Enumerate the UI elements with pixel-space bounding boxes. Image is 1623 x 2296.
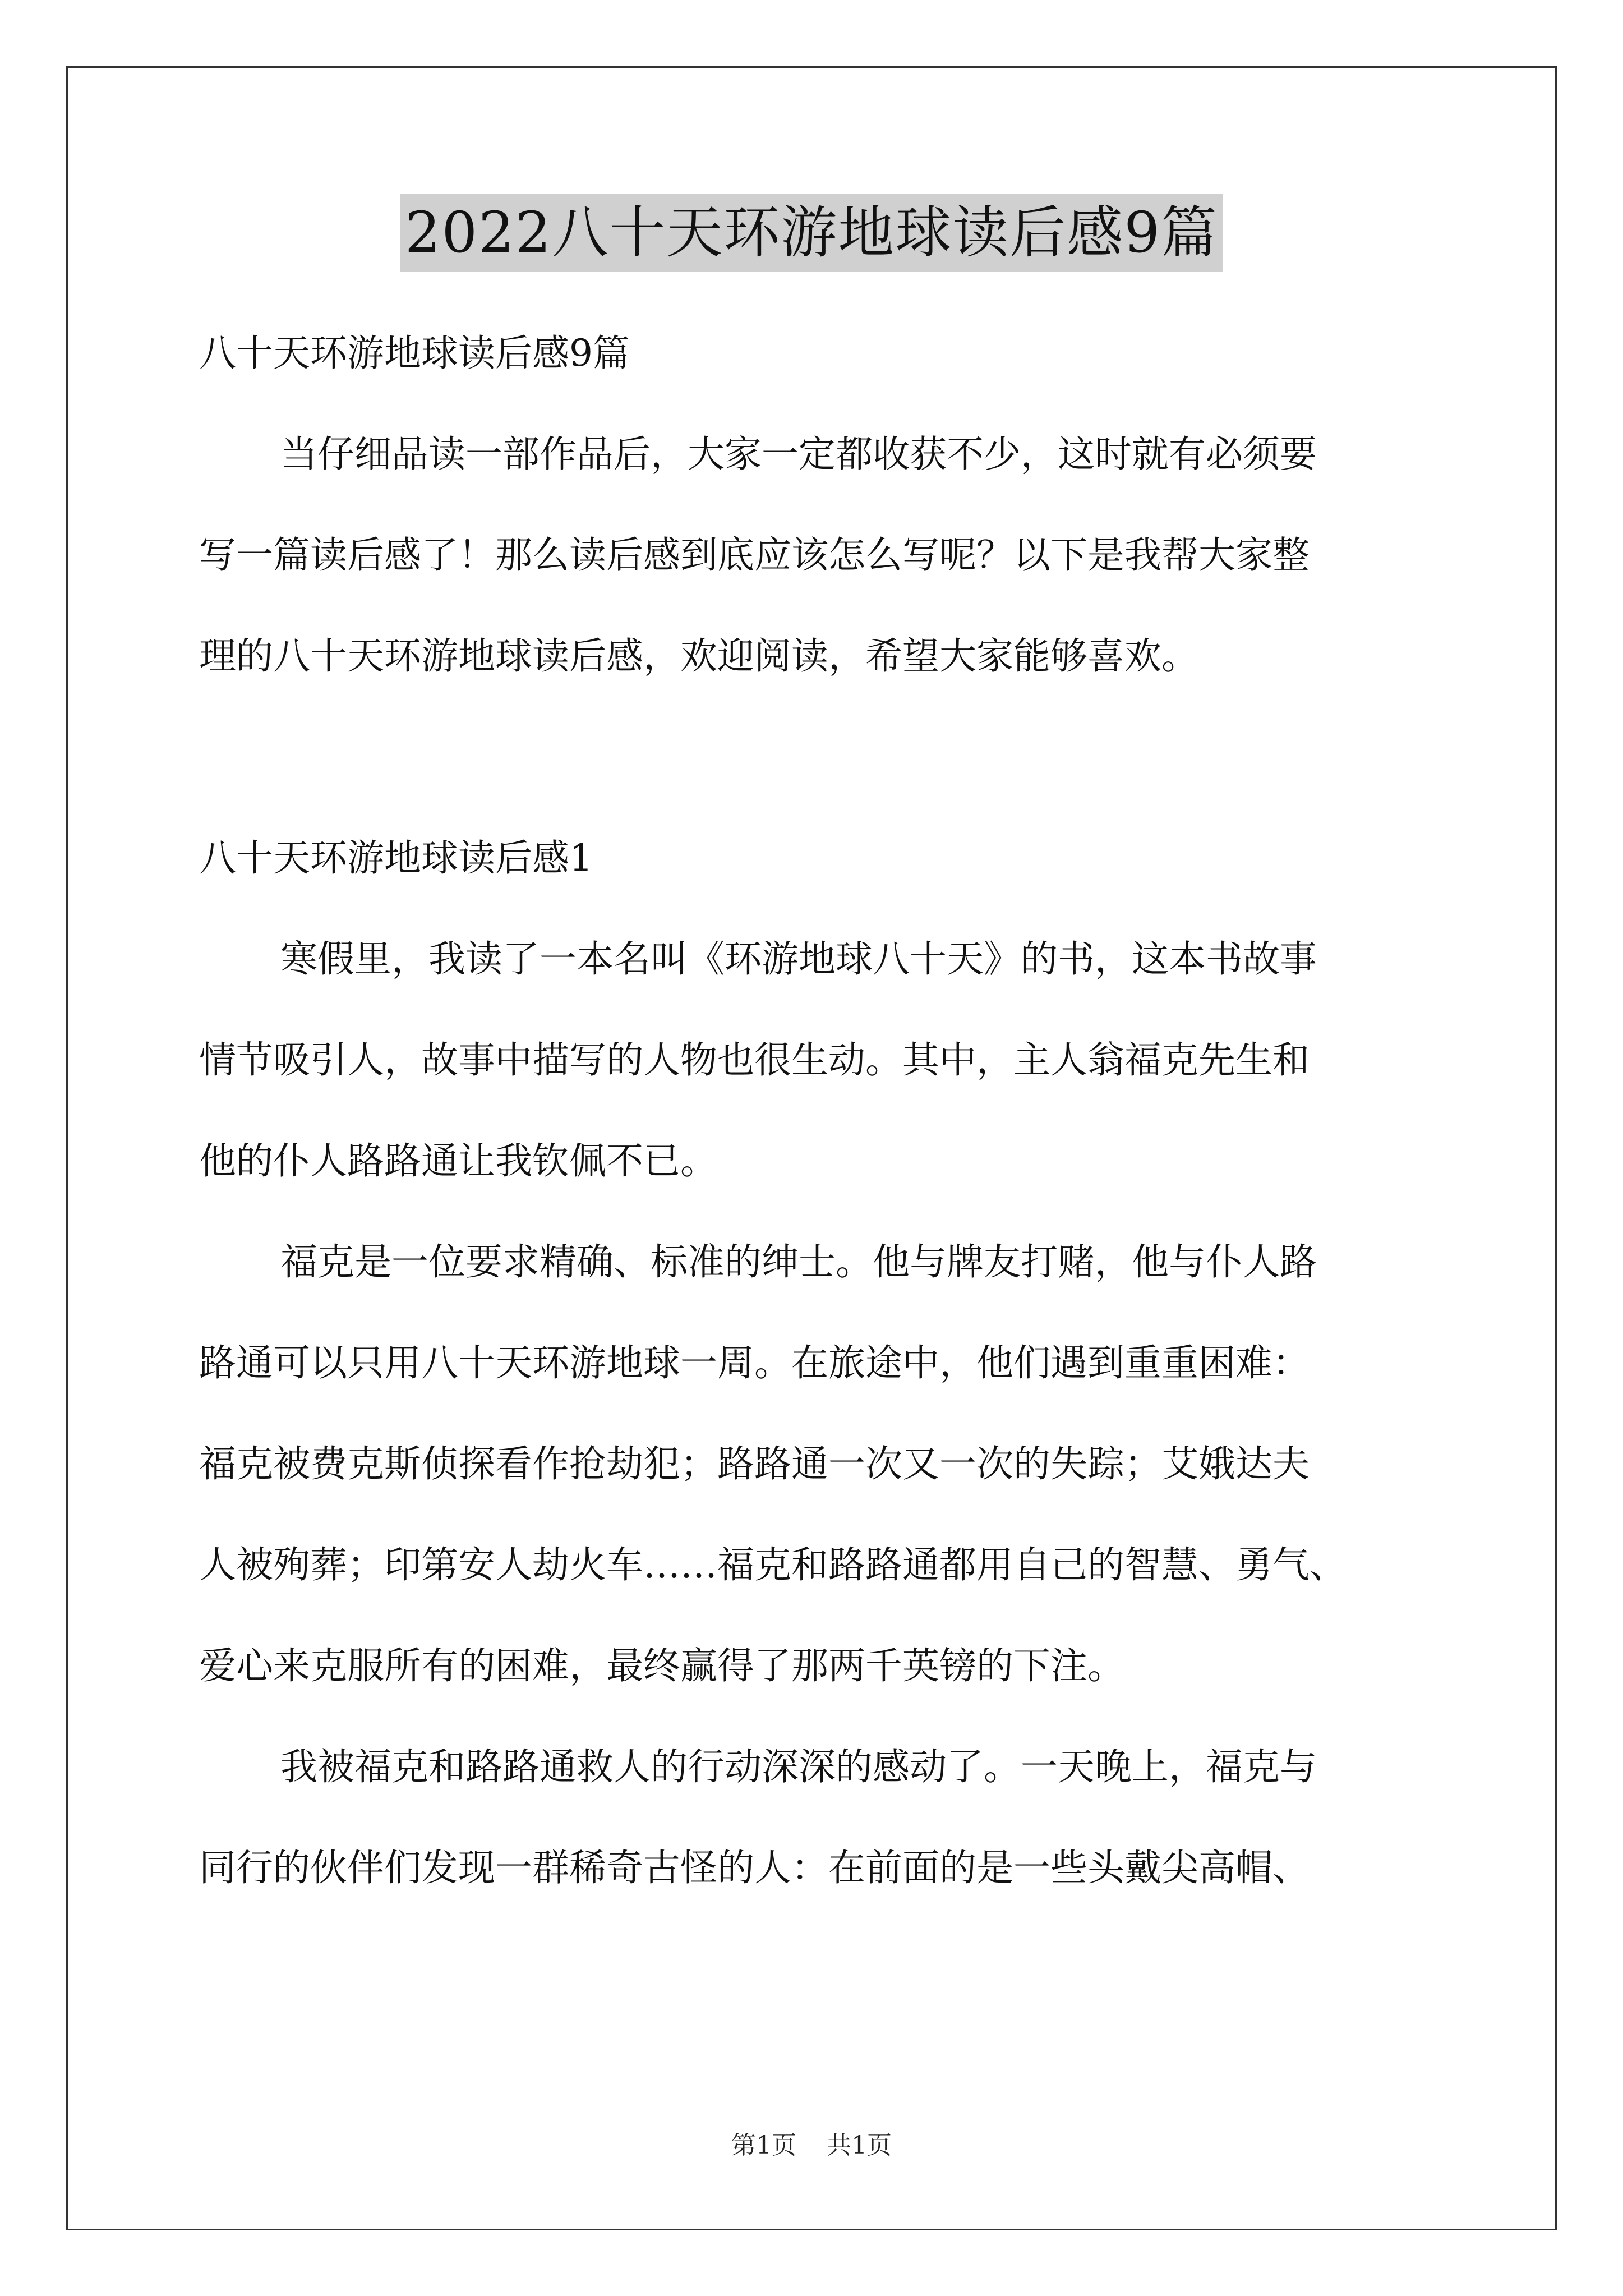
text-line: 同行的伙伴们发现一群稀奇古怪的人：在前面的是一些头戴尖高帽、 bbox=[199, 1846, 1310, 1889]
text-line: 福克被费克斯侦探看作抢劫犯；路路通一次又一次的失踪；艾娥达夫 bbox=[199, 1442, 1310, 1485]
text-line: 他的仆人路路通让我钦佩不已。 bbox=[199, 1139, 717, 1182]
page-footer bbox=[0, 2129, 1623, 2162]
body-paragraph-1 bbox=[199, 909, 1455, 1212]
text-line: 福克是一位要求精确、标准的绅士。他与牌友打赌，他与仆人路 bbox=[280, 1240, 1317, 1283]
page-total: 共1页 bbox=[827, 2131, 892, 2160]
text-line: 写一篇读后感了！那么读后感到底应该怎么写呢？以下是我帮大家整 bbox=[199, 533, 1310, 577]
title-container bbox=[0, 194, 1623, 272]
text-line: 情节吸引人，故事中描写的人物也很生动。其中，主人翁福克先生和 bbox=[199, 1038, 1310, 1082]
document-title: 2022八十天环游地球读后感9篇 bbox=[400, 194, 1223, 272]
text-line: 当仔细品读一部作品后，大家一定都收获不少，这时就有必须要 bbox=[280, 432, 1317, 476]
section-heading: 八十天环游地球读后感1 bbox=[199, 836, 593, 880]
text-line: 爱心来克服所有的困难，最终赢得了那两千英镑的下注。 bbox=[199, 1644, 1124, 1687]
intro-paragraph bbox=[199, 404, 1455, 707]
text-line: 寒假里，我读了一本名叫《环游地球八十天》的书，这本书故事 bbox=[280, 937, 1317, 981]
body-paragraph-2 bbox=[199, 1212, 1455, 1717]
paragraph-spacer bbox=[199, 707, 1455, 808]
text-line: 人被殉葬；印第安人劫火车……福克和路路通都用自己的智慧、勇气、 bbox=[199, 1543, 1347, 1586]
text-line: 路通可以只用八十天环游地球一周。在旅途中，他们遇到重重困难： bbox=[199, 1341, 1310, 1384]
body-paragraph-3 bbox=[199, 1717, 1455, 1918]
document-body bbox=[199, 303, 1455, 1918]
text-line: 我被福克和路路通救人的行动深深的感动了。一天晚上，福克与 bbox=[280, 1745, 1317, 1788]
page-number: 第1页 bbox=[731, 2131, 796, 2160]
document-subtitle: 八十天环游地球读后感9篇 bbox=[199, 332, 630, 375]
text-line: 理的八十天环游地球读后感，欢迎阅读，希望大家能够喜欢。 bbox=[199, 634, 1198, 678]
